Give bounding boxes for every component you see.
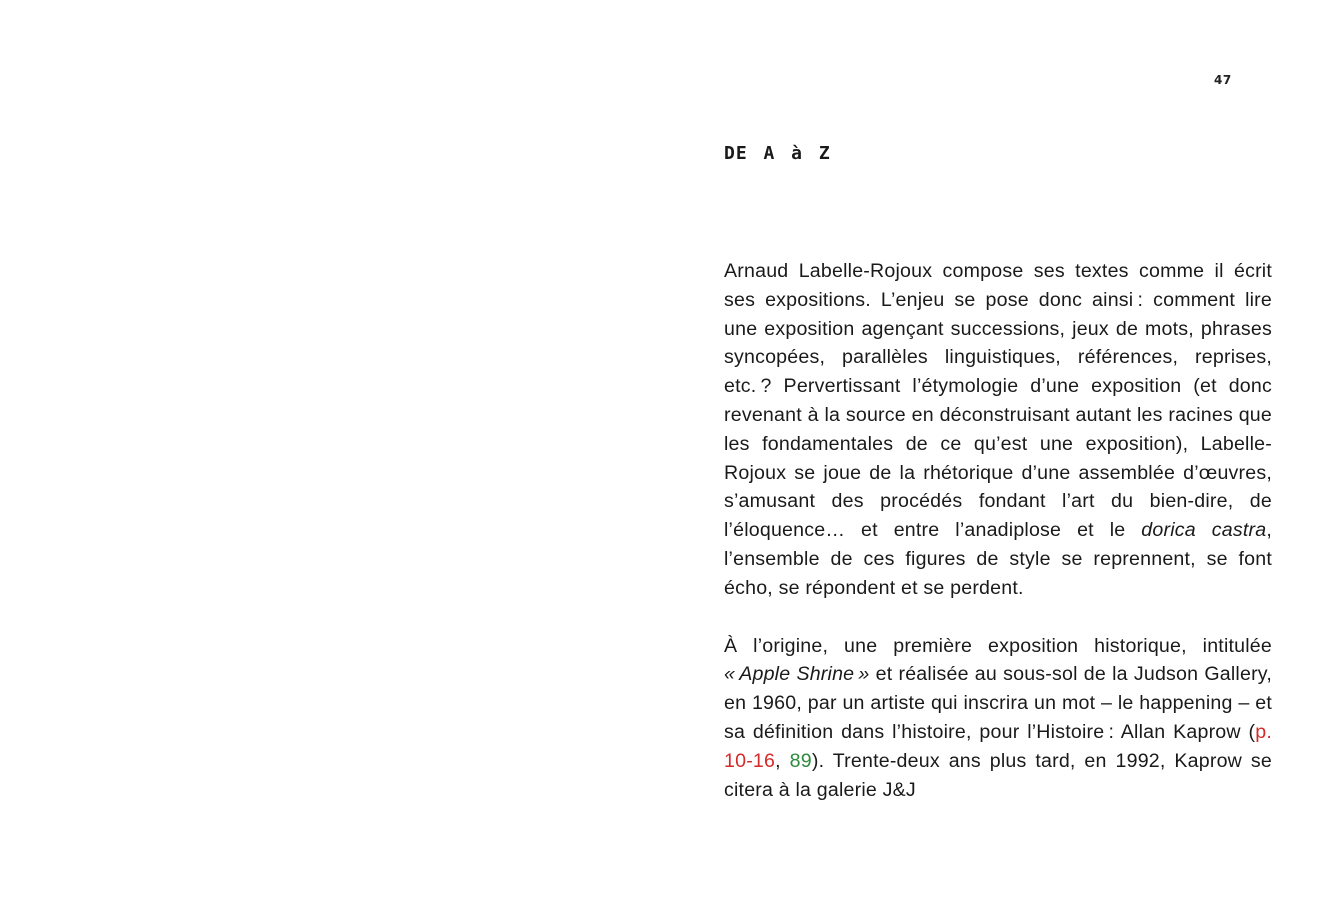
paragraph-origin-text-1: À l’origine, une première exposition historique, intitulée xyxy=(724,634,1272,657)
paragraph-origin-italic: « Apple Shrine » xyxy=(724,663,870,686)
page-reference-link-green[interactable]: 89 xyxy=(789,749,812,772)
paragraph-intro-text-2: , l’ensemble de ces figures de style se reprennent, se font écho, se répondent et se perdent. xyxy=(724,519,1272,599)
paragraph-intro xyxy=(724,257,1272,603)
page-reference-link-red[interactable]: p. 10-16 xyxy=(724,720,1272,772)
paragraph-origin-text-3: ). Trente-deux ans plus tard, en 1992, Kaprow se citera à la galerie J&J xyxy=(724,749,1272,801)
reference-separator: , xyxy=(775,749,790,772)
paragraph-origin xyxy=(724,632,1272,805)
paragraph-intro-text-1: Arnaud Labelle-Rojoux compose ses textes comme il écrit ses expositions. L’enjeu se pose donc ainsi : comment lire une exposition agençant successions, jeux de mots, phrases syncopées, parallèles linguistiques, références, reprises, etc. ? Pervertissant l’étymologie d’une exposition (et donc revenant à la source en déconstruisant autant les racines que les fondamentales de ce qu’est une exposition), Labelle-Rojoux se joue de la rhétorique d’une assemblée d’œuvres, s’amusant des procédés fondant l’art du bien-dire, de l’éloquence… et entre l’anadiplose et le xyxy=(724,260,1272,542)
body-text xyxy=(724,257,1272,804)
paragraph-origin-text-2: et réalisée au sous-sol de la Judson Gallery, en 1960, par un artiste qui inscrira un mot – le happening – et sa définition dans l’histoire, pour l’Histoire : Allan Kaprow ( xyxy=(724,663,1272,743)
page-number: 47 xyxy=(1214,73,1232,87)
section-title: DE A à Z xyxy=(724,143,831,164)
paragraph-intro-italic: dorica castra xyxy=(1141,519,1267,542)
